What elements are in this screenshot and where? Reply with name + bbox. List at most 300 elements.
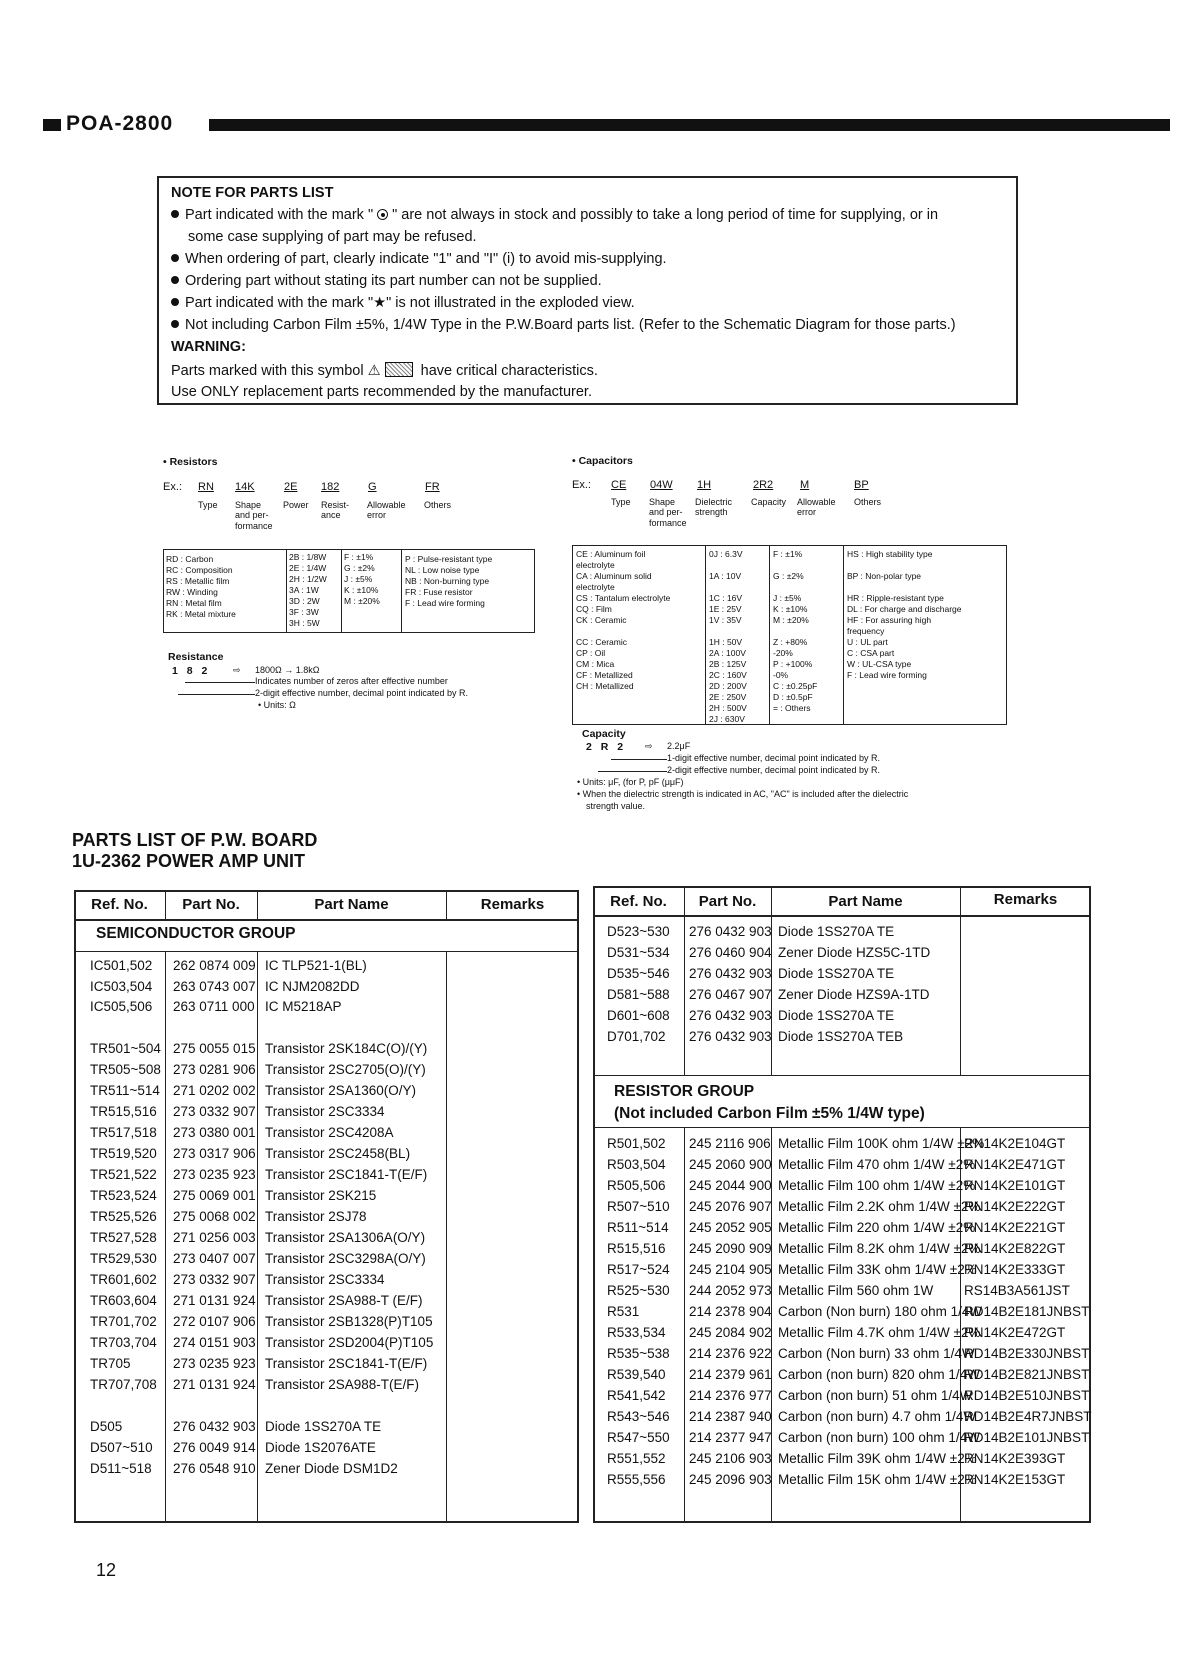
cell-name: Diode 1S2076ATE: [265, 1440, 376, 1455]
cell-name: Metallic Film 33K ohm 1/4W ±2%: [778, 1262, 977, 1277]
cell-part: 245 2116 906: [689, 1136, 771, 1151]
legend-entry: 3D : 2W: [289, 596, 320, 606]
cell-part: 273 0407 007: [173, 1251, 256, 1266]
cell-part: 245 2052 905: [689, 1220, 772, 1235]
note-bullet-1-cont: some case supplying of part may be refused.: [188, 229, 477, 245]
col-header-name: Part Name: [314, 896, 389, 913]
cell-name: Transistor 2SK184C(O)/(Y): [265, 1041, 428, 1056]
res-label-type: Type: [198, 500, 218, 510]
bullet-icon: [171, 298, 179, 306]
cell-part: 245 2044 900: [689, 1178, 772, 1193]
capacity-title: Capacity: [582, 728, 626, 740]
cell-remarks: RN14K2E101GT: [964, 1178, 1066, 1193]
stock-mark-icon: [377, 209, 388, 220]
legend-entry: [773, 582, 817, 593]
cell-ref: TR707,708: [90, 1377, 157, 1392]
cell-ref: TR519,520: [90, 1146, 157, 1161]
legend-entry: 2J : 630V: [709, 714, 745, 724]
legend-entry: 3H : 5W: [289, 618, 320, 628]
capacity-ac-note-2: strength value.: [586, 801, 646, 811]
cell-remarks: RN14K2E471GT: [964, 1157, 1066, 1172]
cell-ref: TR515,516: [90, 1104, 157, 1119]
cap-label-dielectric: Dielectric strength: [695, 497, 733, 518]
cap-label-others: Others: [854, 497, 882, 507]
capacity-value: 2.2μF: [667, 741, 691, 751]
resistance-value: 1800Ω → 1.8kΩ: [255, 665, 320, 675]
cell-part: 273 0332 907: [173, 1272, 256, 1287]
cell-name: Transistor 2SK215: [265, 1188, 377, 1203]
cell-name: Transistor 2SJ78: [265, 1209, 367, 1224]
legend-entry: RD : Carbon: [166, 554, 214, 564]
group-divider: [593, 1075, 1091, 1076]
legend-entry: P : +100%: [773, 659, 813, 669]
legend-entry: Z : +80%: [773, 637, 808, 647]
cell-ref: TR703,704: [90, 1335, 157, 1350]
cell-name: Transistor 2SD2004(P)T105: [265, 1335, 434, 1350]
cell-part: 273 0281 906: [173, 1062, 256, 1077]
capacity-note-1: 1-digit effective number, decimal point indicated by R.: [667, 753, 880, 763]
resistor-type-list: [166, 554, 236, 620]
semiconductor-group-title: SEMICONDUCTOR GROUP: [96, 925, 296, 942]
cap-code-error: M: [800, 479, 810, 491]
cell-name: Diode 1SS270A TE: [778, 1008, 895, 1023]
cell-name: Metallic Film 220 ohm 1/4W ±2%: [778, 1220, 976, 1235]
cell-ref: TR525,526: [90, 1209, 157, 1224]
legend-entry: 1A : 10V: [709, 571, 742, 581]
cell-name: Transistor 2SC4208A: [265, 1125, 394, 1140]
cell-part: 273 0317 906: [173, 1146, 256, 1161]
cell-remarks: RN14K2E822GT: [964, 1241, 1066, 1256]
header-bar: [209, 119, 1170, 131]
legend-entry: -20%: [773, 648, 793, 658]
legend-entry: electrolyte: [576, 582, 615, 592]
legend-entry: 2A : 100V: [709, 648, 746, 658]
cell-ref: TR705: [90, 1356, 131, 1371]
legend-entry: CA : Aluminum solid: [576, 571, 652, 581]
legend-entry: 2B : 125V: [709, 659, 747, 669]
legend-entry: K : ±10%: [773, 604, 808, 614]
legend-entry: NB : Non-burning type: [405, 576, 490, 586]
capacity-example: 2 R 2: [586, 741, 627, 753]
cell-ref: R531: [607, 1304, 640, 1319]
cell-name: Transistor 2SA1306A(O/Y): [265, 1230, 426, 1245]
divider: [401, 549, 402, 633]
cell-remarks: RN14K2E472GT: [964, 1325, 1066, 1340]
cell-name: Transistor 2SC3298A(O/Y): [265, 1251, 426, 1266]
cell-part: 214 2376 922: [689, 1346, 772, 1361]
cell-remarks: RD14B2E181JNBST: [964, 1304, 1090, 1319]
legend-entry: [773, 626, 817, 637]
cell-ref: R555,556: [607, 1472, 666, 1487]
legend-entry: RK : Metal mixture: [166, 609, 236, 619]
unit-title: 1U-2362 POWER AMP UNIT: [72, 851, 306, 871]
cell-part: 245 2076 907: [689, 1199, 772, 1214]
res-code-others: FR: [425, 481, 440, 493]
group-divider: [593, 1127, 1091, 1128]
cell-part: 271 0131 924: [173, 1293, 256, 1308]
cell-ref: R525~530: [607, 1283, 670, 1298]
warning-line-1: Parts marked with this symbol ⚠ have critical characteristics.: [171, 363, 598, 379]
legend-entry: NL : Low noise type: [405, 565, 480, 575]
legend-entry: G : ±2%: [344, 563, 375, 573]
cell-ref: TR529,530: [90, 1251, 157, 1266]
cell-remarks: RN14K2E221GT: [964, 1220, 1066, 1235]
cell-part: 244 2052 973: [689, 1283, 772, 1298]
capacitor-voltage-list: [709, 549, 747, 725]
legend-entry: D : ±0.5pF: [773, 692, 813, 702]
cell-name: Carbon (non burn) 820 ohm 1/4W: [778, 1367, 980, 1382]
cell-name: Metallic Film 100 ohm 1/4W ±2%: [778, 1178, 976, 1193]
legend-entry: RS : Metallic film: [166, 576, 230, 586]
cell-name: Diode 1SS270A TE: [778, 966, 895, 981]
legend-entry: CE : Aluminum foil: [576, 549, 646, 559]
cell-name: IC TLP521-1(BL): [265, 958, 367, 973]
cell-part: 276 0467 907: [689, 987, 772, 1002]
cell-name: Carbon (Non burn) 33 ohm 1/4W: [778, 1346, 975, 1361]
col-header-part: Part No.: [182, 896, 240, 913]
capacitor-others-list: [847, 549, 962, 681]
note-bullet-1: Part indicated with the mark " " are not always in stock and possibly to take a long period of time for supplying, or in: [171, 207, 938, 223]
cell-part: 276 0432 903: [689, 966, 772, 981]
col-header-remarks: Remarks: [993, 891, 1058, 908]
capacity-ac-note-1: • When the dielectric strength is indicated in AC, "AC" is included after the dielectric: [577, 789, 909, 799]
resistor-others-list: [405, 554, 492, 609]
cell-name: Transistor 2SA1360(O/Y): [265, 1083, 417, 1098]
cell-ref: IC505,506: [90, 999, 153, 1014]
legend-entry: CH : Metallized: [576, 681, 634, 691]
bullet-icon: [171, 320, 179, 328]
legend-entry: RW : Winding: [166, 587, 218, 597]
resistance-example: 1 8 2: [172, 665, 211, 677]
cell-part: 273 0235 923: [173, 1356, 256, 1371]
cell-remarks: RN14K2E104GT: [964, 1136, 1066, 1151]
cap-label-shape: Shape and per- formance: [649, 497, 687, 528]
legend-entry: W : UL-CSA type: [847, 659, 912, 669]
cell-remarks: RD14B2E101JNBST: [964, 1430, 1090, 1445]
cell-name: Metallic Film 2.2K ohm 1/4W ±2%: [778, 1199, 981, 1214]
legend-entry: K : ±10%: [344, 585, 379, 595]
cell-ref: TR603,604: [90, 1293, 157, 1308]
cell-part: 276 0432 903: [689, 1008, 772, 1023]
legend-entry: C : CSA part: [847, 648, 895, 658]
header-divider: [593, 915, 1091, 917]
resistance-units: • Units: Ω: [258, 700, 296, 710]
cell-ref: R503,504: [607, 1157, 666, 1172]
cell-part: 245 2096 903: [689, 1472, 772, 1487]
cell-name: Metallic Film 15K ohm 1/4W ±2%: [778, 1472, 977, 1487]
legend-entry: J : ±5%: [773, 593, 802, 603]
cell-ref: R517~524: [607, 1262, 670, 1277]
cell-name: Transistor 2SC2705(O)/(Y): [265, 1062, 426, 1077]
cell-name: Transistor 2SA988-T(E/F): [265, 1377, 420, 1392]
legend-entry: P : Pulse-resistant type: [405, 554, 493, 564]
cell-ref: R539,540: [607, 1367, 666, 1382]
cell-remarks: RN14K2E222GT: [964, 1199, 1066, 1214]
legend-entry: HS : High stability type: [847, 549, 933, 559]
res-code-power: 2E: [284, 481, 298, 493]
legend-entry: 2E : 1/4W: [289, 563, 327, 573]
cap-label-error: Allowable error: [797, 497, 836, 518]
cell-ref: TR527,528: [90, 1230, 157, 1245]
resistor-power-list: [289, 552, 327, 629]
legend-entry: 2H : 1/2W: [289, 574, 327, 584]
cell-ref: R543~546: [607, 1409, 670, 1424]
legend-entry: CC : Ceramic: [576, 637, 628, 647]
legend-entry: F : Lead wire forming: [847, 670, 927, 680]
cell-remarks: RN14K2E333GT: [964, 1262, 1066, 1277]
res-code-type: RN: [198, 481, 214, 493]
cell-ref: TR511~514: [90, 1083, 160, 1098]
cell-ref: TR501~504: [90, 1041, 161, 1056]
legend-entry: 2C : 160V: [709, 670, 747, 680]
cell-ref: R547~550: [607, 1430, 670, 1445]
cell-part: 214 2378 904: [689, 1304, 772, 1319]
cell-ref: R507~510: [607, 1199, 670, 1214]
cell-ref: R511~514: [607, 1220, 669, 1235]
cell-name: Diode 1SS270A TE: [778, 924, 895, 939]
cell-part: 214 2379 961: [689, 1367, 772, 1382]
legend-entry: CQ : Film: [576, 604, 612, 614]
cell-part: 276 0049 914: [173, 1440, 256, 1455]
res-label-shape: Shape and per- formance: [235, 500, 273, 531]
cap-code-type: CE: [611, 479, 627, 491]
cap-label-type: Type: [611, 497, 631, 507]
cell-name: Transistor 2SC1841-T(E/F): [265, 1356, 428, 1371]
cell-ref: D531~534: [607, 945, 670, 960]
cell-ref: IC503,504: [90, 979, 153, 994]
legend-entry: 2D : 200V: [709, 681, 747, 691]
capacity-note-2: 2-digit effective number, decimal point indicated by R.: [667, 765, 880, 775]
cell-name: Transistor 2SC3334: [265, 1104, 385, 1119]
cell-name: Carbon (non burn) 100 ohm 1/4W: [778, 1430, 980, 1445]
legend-entry: F : ±1%: [773, 549, 803, 559]
resistors-ex-label: Ex.:: [163, 481, 182, 493]
note-bullet-4: Part indicated with the mark "★" is not illustrated in the exploded view.: [171, 295, 635, 311]
divider: [705, 545, 706, 725]
legend-entry: [709, 560, 747, 571]
cap-code-capacity: 2R2: [753, 479, 774, 491]
cell-ref: D581~588: [607, 987, 670, 1002]
res-label-power: Power: [283, 500, 309, 510]
col-header-name: Part Name: [828, 893, 903, 910]
header-divider: [74, 919, 579, 921]
legend-entry: G : ±2%: [773, 571, 804, 581]
cell-ref: TR523,524: [90, 1188, 157, 1203]
model-title: POA-2800: [66, 112, 174, 135]
col-header-ref: Ref. No.: [91, 896, 148, 913]
cell-part: 263 0743 007: [173, 979, 256, 994]
cell-ref: IC501,502: [90, 958, 153, 973]
legend-entry: 2B : 1/8W: [289, 552, 327, 562]
legend-entry: BP : Non-polar type: [847, 571, 922, 581]
leader-line: [178, 694, 255, 695]
legend-entry: 2E : 250V: [709, 692, 747, 702]
col-divider: [446, 951, 447, 1523]
cell-ref: D535~546: [607, 966, 670, 981]
warning-line-2: Use ONLY replacement parts recommended by the manufacturer.: [171, 384, 592, 400]
resistance-note-1: Indicates number of zeros after effective number: [255, 676, 448, 686]
col-header-ref: Ref. No.: [610, 893, 667, 910]
note-bullet-3: Ordering part without stating its part number can not be supplied.: [171, 273, 602, 289]
cell-remarks: RD14B2E330JNBST: [964, 1346, 1090, 1361]
cell-ref: R515,516: [607, 1241, 666, 1256]
warning-triangle-icon: ⚠: [367, 363, 381, 379]
col-divider: [165, 951, 166, 1523]
capacitor-type-list: [576, 549, 670, 692]
legend-entry: [773, 560, 817, 571]
cell-remarks: RD14B2E4R7JNBST: [964, 1409, 1092, 1424]
group-divider: [74, 951, 579, 952]
legend-entry: C : ±0.25pF: [773, 681, 818, 691]
cell-remarks: RN14K2E393GT: [964, 1451, 1066, 1466]
cell-name: Diode 1SS270A TE: [265, 1419, 382, 1434]
cap-label-capacity: Capacity: [751, 497, 787, 507]
bullet-icon: [171, 254, 179, 262]
cell-name: Carbon (non burn) 4.7 ohm 1/4W: [778, 1409, 977, 1424]
cell-name: Zener Diode DSM1D2: [265, 1461, 398, 1476]
cap-code-dielectric: 1H: [697, 479, 712, 491]
arrow-right-icon: ⇨: [233, 665, 241, 675]
cell-part: 245 2060 900: [689, 1157, 772, 1172]
cell-ref: D523~530: [607, 924, 670, 939]
col-header-remarks: Remarks: [480, 896, 545, 913]
cell-ref: TR517,518: [90, 1125, 157, 1140]
res-code-error: G: [368, 481, 377, 493]
arrow-right-icon: ⇨: [645, 741, 653, 751]
legend-entry: 1H : 50V: [709, 637, 743, 647]
cell-part: 245 2090 909: [689, 1241, 772, 1256]
res-label-resistance: Resist- ance: [321, 500, 350, 521]
legend-entry: 1E : 25V: [709, 604, 742, 614]
cell-ref: R505,506: [607, 1178, 666, 1193]
cell-name: IC NJM2082DD: [265, 979, 360, 994]
cell-ref: D505: [90, 1419, 123, 1434]
legend-entry: 3F : 3W: [289, 607, 319, 617]
cell-part: 275 0069 001: [173, 1188, 256, 1203]
col-header-part: Part No.: [698, 893, 757, 910]
legend-entry: M : ±20%: [344, 596, 380, 606]
divider: [341, 549, 342, 633]
legend-entry: 1V : 35V: [709, 615, 742, 625]
legend-entry: CS : Tantalum electrolyte: [576, 593, 671, 603]
bullet-icon: [171, 276, 179, 284]
cell-remarks: RN14K2E153GT: [964, 1472, 1066, 1487]
cell-name: Carbon (non burn) 51 ohm 1/4W: [778, 1388, 973, 1403]
cell-ref: D507~510: [90, 1440, 153, 1455]
legend-entry: frequency: [847, 626, 885, 636]
cell-name: Metallic Film 470 ohm 1/4W ±2%: [778, 1157, 976, 1172]
legend-entry: RN : Metal film: [166, 598, 222, 608]
legend-entry: 3A : 1W: [289, 585, 319, 595]
legend-entry: [847, 582, 962, 593]
cell-part: 245 2104 905: [689, 1262, 772, 1277]
cell-name: Transistor 2SC1841-T(E/F): [265, 1167, 428, 1182]
cell-part: 276 0432 903: [173, 1419, 256, 1434]
leader-line: [611, 759, 667, 760]
cell-name: Transistor 2SA988-T (E/F): [265, 1293, 423, 1308]
res-label-others: Others: [424, 500, 452, 510]
resistor-group-title: RESISTOR GROUP: [614, 1083, 755, 1100]
cell-part: 271 0131 924: [173, 1377, 256, 1392]
cell-name: Metallic Film 39K ohm 1/4W ±2%: [778, 1451, 977, 1466]
resistor-group-note: (Not included Carbon Film ±5% 1/4W type): [614, 1105, 925, 1122]
cell-part: 273 0235 923: [173, 1167, 256, 1182]
cell-ref: R551,552: [607, 1451, 666, 1466]
legend-entry: J : ±5%: [344, 574, 373, 584]
header-block: [43, 119, 61, 131]
cell-remarks: RD14B2E821JNBST: [964, 1367, 1090, 1382]
cell-name: Metallic Film 4.7K ohm 1/4W ±2%: [778, 1325, 981, 1340]
resistance-note-2: 2-digit effective number, decimal point indicated by R.: [255, 688, 468, 698]
cell-ref: TR701,702: [90, 1314, 157, 1329]
cell-ref: TR601,602: [90, 1272, 157, 1287]
cell-ref: R501,502: [607, 1136, 666, 1151]
cell-part: 276 0548 910: [173, 1461, 256, 1476]
cell-name: Carbon (Non burn) 180 ohm 1/4W: [778, 1304, 983, 1319]
divider: [286, 549, 287, 633]
leader-line: [598, 771, 667, 772]
cell-name: Zener Diode HZS5C-1TD: [778, 945, 931, 960]
legend-entry: HF : For assuring high: [847, 615, 932, 625]
cell-ref: R533,534: [607, 1325, 666, 1340]
legend-entry: RC : Composition: [166, 565, 233, 575]
cell-part: 263 0711 000: [173, 999, 255, 1014]
capacitor-error-list: [773, 549, 817, 714]
cell-name: IC M5218AP: [265, 999, 342, 1014]
cell-part: 272 0107 906: [173, 1314, 256, 1329]
note-bullet-5: Not including Carbon Film ±5%, 1/4W Type in the P.W.Board parts list. (Refer to the Schematic Diagram for those parts.): [171, 317, 956, 333]
page-number: 12: [96, 1560, 117, 1580]
res-code-resistance: 182: [321, 481, 340, 493]
legend-entry: 1C : 16V: [709, 593, 743, 603]
cell-part: 214 2376 977: [689, 1388, 772, 1403]
cell-remarks: RS14B3A561JST: [964, 1283, 1070, 1298]
cell-name: Transistor 2SC2458(BL): [265, 1146, 411, 1161]
col-divider: [684, 886, 685, 1075]
critical-hatch-icon: [385, 362, 413, 377]
res-label-error: Allowable error: [367, 500, 406, 521]
parts-list-title: PARTS LIST OF P.W. BOARD: [72, 830, 318, 850]
cell-ref: TR505~508: [90, 1062, 161, 1077]
legend-entry: [847, 560, 962, 571]
cell-ref: D601~608: [607, 1008, 670, 1023]
cell-part: 276 0432 903: [689, 1029, 772, 1044]
col-divider: [684, 1127, 685, 1523]
legend-entry: [709, 582, 747, 593]
legend-entry: F : Lead wire forming: [405, 598, 485, 608]
leader-line: [185, 682, 255, 683]
capacity-units: • Units: μF, (for P, pF (μμF): [577, 777, 684, 787]
col-divider: [960, 886, 961, 1075]
legend-entry: -0%: [773, 670, 789, 680]
cell-part: 274 0151 903: [173, 1335, 256, 1350]
cell-part: 214 2387 940: [689, 1409, 772, 1424]
cell-part: 262 0874 009: [173, 958, 256, 973]
divider: [843, 545, 844, 725]
legend-entry: CK : Ceramic: [576, 615, 627, 625]
note-title: NOTE FOR PARTS LIST: [171, 185, 334, 201]
res-code-shape: 14K: [235, 481, 255, 493]
capacitors-ex-label: Ex.:: [572, 479, 591, 491]
cell-name: Diode 1SS270A TEB: [778, 1029, 904, 1044]
cell-ref: D511~518: [90, 1461, 152, 1476]
cell-part: 245 2106 903: [689, 1451, 772, 1466]
cell-part: 245 2084 902: [689, 1325, 772, 1340]
cell-part: 214 2377 947: [689, 1430, 772, 1445]
legend-entry: CF : Metallized: [576, 670, 633, 680]
note-bullet-2: When ordering of part, clearly indicate "1" and "I" (i) to avoid mis-supplying.: [171, 251, 667, 267]
cell-name: Metallic Film 560 ohm 1W: [778, 1283, 934, 1298]
